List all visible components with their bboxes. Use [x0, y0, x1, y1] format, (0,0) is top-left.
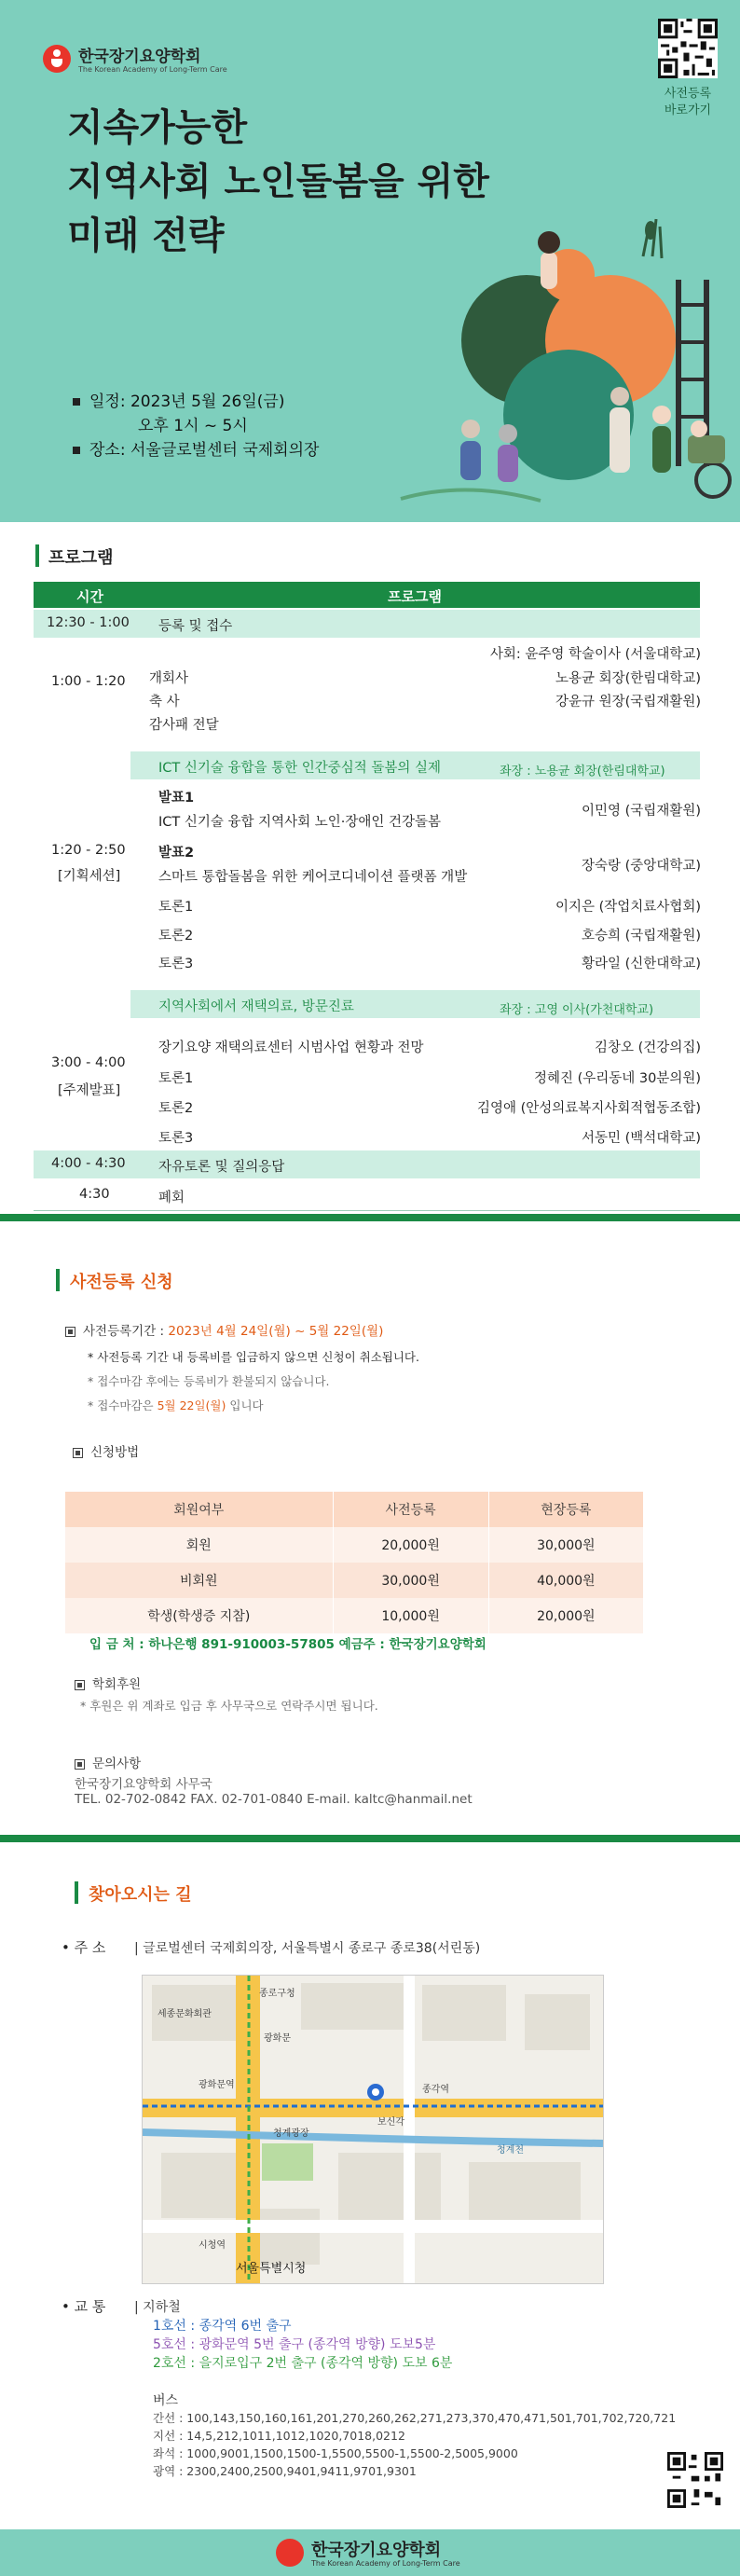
event-time: 오후 1시 ~ 5시: [138, 417, 248, 435]
presentation-label: 발표1: [158, 791, 195, 806]
event-info: [73, 390, 319, 462]
support-label: 학회후원: [75, 1674, 141, 1692]
presentation-title: ICT 신기술 융합 지역사회 노인·장애인 건강돌봄: [158, 815, 442, 830]
subway-line-2: 2호선 : 을지로입구 2번 출구 (종각역 방향) 도보 6분: [153, 2356, 453, 2371]
svg-text:서울특별시청: 서울특별시청: [236, 2262, 307, 2276]
program-item: 축 사: [149, 695, 180, 709]
program-person: 노용균 회장(한림대학교): [555, 671, 701, 686]
program-item: 자유토론 및 질의응답: [158, 1160, 285, 1175]
event-title: 지속가능한 지역사회 노인돌봄을 위한 미래 전략: [67, 106, 489, 257]
program-person: 호승희 (국립재활원): [582, 929, 701, 944]
program-table-header: [34, 582, 700, 608]
svg-text:광화문: 광화문: [264, 2033, 291, 2044]
bullet-icon: [73, 398, 80, 406]
program-person: 김영애 (안성의료복지사회적협동조합): [476, 1101, 701, 1116]
section-marker: [56, 1269, 60, 1291]
program-row-band: [34, 1150, 700, 1178]
care-puzzle-illustration: [391, 200, 736, 517]
program-item: 개회사: [149, 671, 189, 686]
svg-text:시청역: 시청역: [199, 2240, 226, 2251]
session-title: ICT 신기술 융합을 통한 인간중심적 돌봄의 실제: [158, 761, 442, 776]
svg-text:광화문역: 광화문역: [199, 2080, 235, 2090]
footer-org-name-en: The Korean Academy of Long-Term Care: [311, 2559, 460, 2568]
session-chair: 좌장 : 노용균 회장(한림대학교): [500, 765, 665, 778]
checkbox-icon: [65, 1327, 75, 1337]
fee-table: [65, 1492, 643, 1633]
qr-code-icon[interactable]: [667, 2452, 723, 2508]
col-program: 프로그램: [388, 588, 442, 605]
transit-label: • 교 통: [62, 2298, 106, 2315]
event-place: 장소: 서울글로벌센터 국제회의장: [89, 441, 320, 460]
svg-text:청계광장: 청계광장: [273, 2128, 309, 2139]
program-item: 감사패 전달: [149, 718, 219, 733]
section-divider: [0, 1214, 740, 1221]
section-divider: [0, 1835, 740, 1842]
session-tag: [기획세션]: [58, 869, 121, 884]
program-time: 4:00 - 4:30: [51, 1156, 126, 1171]
fee-header: 현장등록: [488, 1492, 643, 1527]
discussion-label: 토론3: [158, 957, 194, 971]
program-time: 4:30: [79, 1187, 110, 1202]
program-item: 폐회: [158, 1191, 185, 1205]
program-person: 김창오 (건강의집): [595, 1040, 701, 1055]
col-time: 시간: [76, 588, 103, 605]
session-tag: [주제발표]: [58, 1083, 121, 1098]
section-marker: [35, 544, 39, 567]
subway-line-5: 5호선 : 광화문역 5번 출구 (종각역 방향) 도보5분: [153, 2337, 436, 2352]
directions-section-title: 찾아오시는 길: [89, 1885, 192, 1905]
registration-section-title: 사전등록 신청: [70, 1273, 173, 1292]
bus-route: 간선 : 100,143,150,160,161,201,270,260,262,271,273,370,470,471,501,701,702,720,721: [153, 2411, 677, 2425]
bus-title: 버스: [153, 2393, 179, 2408]
bank-account: 입 금 처 : 하나은행 891-910003-57805 예금주 : 한국장기요양학회: [89, 1637, 486, 1652]
svg-text:청계천: 청계천: [497, 2145, 524, 2156]
bus-route: 광역 : 2300,2400,2500,9401,9411,9701,9301: [153, 2464, 417, 2478]
discussion-label: 토론1: [158, 1071, 194, 1086]
session-title: 지역사회에서 재택의료, 방문진료: [158, 999, 354, 1014]
svg-text:종각역: 종각역: [422, 2085, 449, 2095]
presentation-title: 장기요양 재택의료센터 시범사업 현황과 전망: [158, 1040, 424, 1055]
contact-org: 한국장기요양학회 사무국: [75, 1777, 212, 1792]
program-person: 강윤규 원장(국립재활원): [555, 695, 701, 709]
fee-header: 회원여부: [65, 1492, 333, 1527]
discussion-label: 토론3: [158, 1131, 194, 1146]
session-chair: 좌장 : 고영 이사(가천대학교): [500, 1003, 654, 1017]
bus-route: 좌석 : 1000,9001,1500,1500-1,5500,5500-1,5500-2,5005,9000: [153, 2446, 518, 2460]
fee-row: 학생(학생증 지참) 10,000원 20,000원: [65, 1598, 643, 1633]
section-marker: [75, 1881, 78, 1904]
bus-route: 지선 : 14,5,212,1011,1012,1020,7018,0212: [153, 2429, 405, 2443]
program-person: 사회: 윤주영 학술이사 (서울대학교): [489, 647, 701, 662]
discussion-label: 토론2: [158, 929, 194, 944]
event-date: 일정: 2023년 5월 26일(금): [89, 393, 285, 411]
program-section-title: 프로그램: [48, 548, 114, 568]
program-time: 1:00 - 1:20: [51, 674, 126, 689]
svg-text:종로구청: 종로구청: [259, 1989, 295, 1999]
fee-row: 비회원 30,000원 40,000원: [65, 1563, 643, 1598]
presentation-label: 발표2: [158, 846, 195, 861]
support-note: * 후원은 위 계좌로 입금 후 사무국으로 연락주시면 됩니다.: [80, 1699, 378, 1713]
registration-period: 사전등록기간 : 2023년 4월 24일(월) ~ 5월 22일(월): [65, 1320, 383, 1339]
registration-note: * 접수마감 후에는 등록비가 환불되지 않습니다.: [88, 1374, 330, 1388]
hero-banner: [0, 0, 740, 522]
program-person: 장숙랑 (중앙대학교): [582, 859, 701, 874]
program-item: 등록 및 접수: [158, 619, 233, 634]
fee-header: 사전등록: [333, 1492, 488, 1527]
fee-row: 회원 20,000원 30,000원: [65, 1527, 643, 1563]
registration-qr-icon[interactable]: [658, 19, 718, 78]
registration-note: * 사전등록 기간 내 등록비를 입금하지 않으면 신청이 취소됩니다.: [88, 1350, 419, 1364]
program-person: 서동민 (백석대학교): [582, 1131, 701, 1146]
map-graphic: [143, 1976, 603, 2283]
program-person: 황라일 (신한대학교): [582, 957, 701, 971]
presentation-title: 스마트 통합돌봄을 위한 케어코디네이션 플랫폼 개발: [158, 870, 468, 885]
program-time: 3:00 - 4:00: [51, 1055, 126, 1070]
contact-line: TEL. 02-702-0842 FAX. 02-701-0840 E-mail. kaltc@hanmail.net: [75, 1792, 473, 1807]
address-label: • 주 소: [62, 1939, 106, 1956]
org-name-en: The Korean Academy of Long-Term Care: [78, 65, 227, 74]
academy-logo-icon: [43, 45, 71, 73]
discussion-label: 토론1: [158, 900, 194, 915]
subway-title: | 지하철: [134, 2300, 181, 2315]
bullet-icon: [73, 447, 80, 454]
svg-text:세종문화회관: 세종문화회관: [158, 2009, 212, 2019]
org-name: 한국장기요양학회: [78, 48, 201, 66]
program-person: 이민영 (국립재활원): [582, 804, 701, 819]
fee-header-row: [65, 1492, 643, 1527]
subway-line-1: 1호선 : 종각역 6번 출구: [153, 2319, 292, 2334]
discussion-label: 토론2: [158, 1101, 194, 1116]
program-person: 이지은 (작업치료사협회): [555, 900, 701, 915]
table-divider: [34, 1210, 700, 1211]
registration-note: * 접수마감은 5월 22일(월) 입니다: [88, 1398, 264, 1412]
footer-org-name: 한국장기요양학회: [311, 2541, 442, 2560]
location-map[interactable]: [142, 1975, 604, 2284]
checkbox-icon: [75, 1759, 85, 1770]
footer: [0, 2529, 740, 2576]
checkbox-icon: [73, 1448, 83, 1458]
program-time: 1:20 - 2:50: [51, 843, 126, 858]
program-person: 정혜진 (우리동네 30분의원): [533, 1071, 701, 1086]
checkbox-icon: [75, 1680, 85, 1690]
address-value: | 글로벌센터 국제회의장, 서울특별시 종로구 종로38(서린동): [134, 1941, 481, 1956]
contact-label: 문의사항: [75, 1753, 141, 1771]
qr-label: 사전등록 바로가기: [664, 87, 712, 117]
registration-method: 신청방법: [73, 1441, 139, 1460]
academy-logo-icon: [276, 2539, 304, 2567]
program-time: 12:30 - 1:00: [47, 615, 130, 630]
svg-text:보신각: 보신각: [377, 2117, 404, 2128]
program-row-band: [34, 610, 700, 638]
